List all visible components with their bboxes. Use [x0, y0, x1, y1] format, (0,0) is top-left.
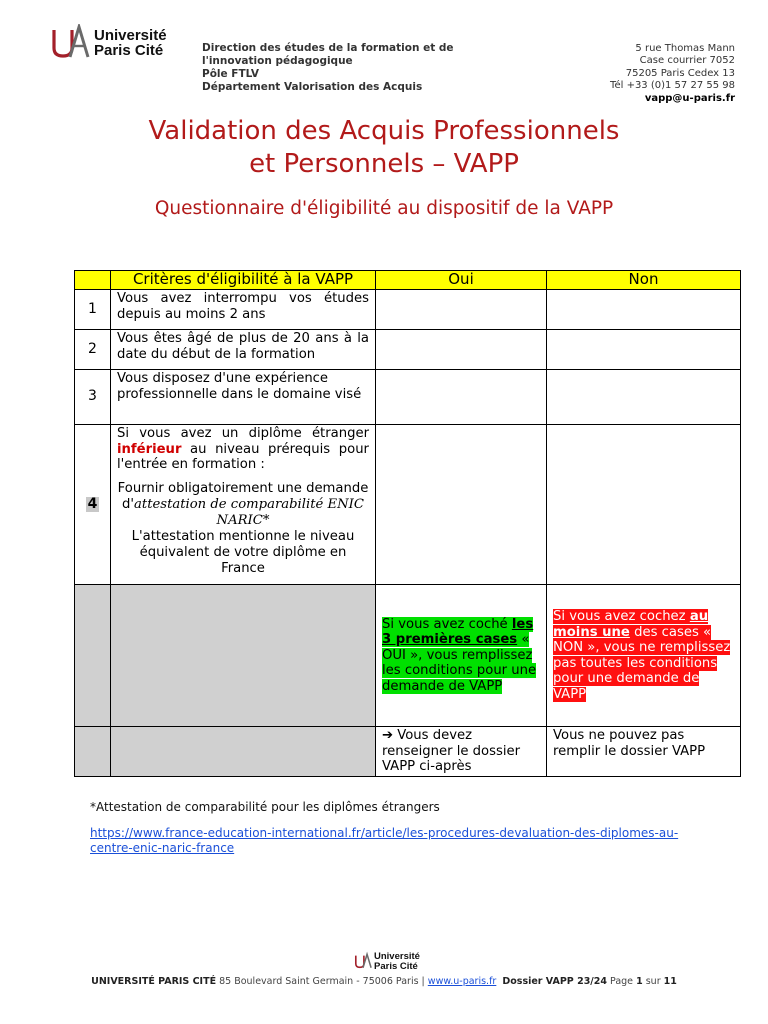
address-line: 5 rue Thomas Mann [635, 43, 735, 54]
oui-checkbox-cell[interactable] [376, 290, 547, 330]
criterion-text [117, 426, 369, 473]
department-line: Pôle FTLV [202, 68, 259, 80]
oui-checkbox-cell[interactable] [376, 425, 547, 585]
row-number: 1 [75, 290, 111, 330]
address-line: Tél +33 (0)1 57 27 55 98 [610, 80, 735, 92]
result-oui-cell [376, 585, 547, 727]
footer-logo-line2: Paris Cité [374, 961, 418, 972]
title-line1: Validation des Acquis Professionnels [148, 116, 620, 146]
department-block [202, 42, 472, 94]
table-header-cell: Non [547, 271, 741, 290]
non-checkbox-cell[interactable] [547, 290, 741, 330]
grey-cell [111, 585, 376, 727]
title-line2: et Personnels – VAPP [249, 149, 519, 179]
row-number: 3 [75, 370, 111, 425]
criterion-text: Vous êtes âgé de plus de 20 ans à la date du début de la formation [111, 330, 376, 370]
non-checkbox-cell[interactable] [547, 425, 741, 585]
grey-cell [111, 727, 376, 777]
action-oui: ➔ Vous devez renseigner le dossier VAPP ci-après [376, 727, 547, 777]
page-subtitle: Questionnaire d'éligibilité au dispositif de la VAPP [154, 198, 614, 219]
row-number: 4 [87, 495, 98, 512]
footer-logo [354, 948, 444, 974]
footer-logo-line1: Université [374, 951, 420, 962]
criterion-highlight: inférieur [117, 441, 182, 457]
criterion-text-part: Si vous avez un diplôme étranger [117, 426, 369, 441]
table-header-cell [75, 271, 111, 290]
grey-cell [75, 727, 111, 777]
attestation-text: L'attestation mentionne le niveau équivalent de votre diplôme en France [131, 528, 355, 576]
address-line: 75205 Paris Cedex 13 [625, 67, 735, 79]
logo-text-line2: Paris Cité [94, 42, 164, 59]
table-row [75, 330, 741, 370]
footer-address: 85 Boulevard Saint Germain - 75006 Paris | [219, 976, 425, 987]
result-oui-text: Si vous avez coché les 3 premières cases « OUI », vous remplissez les conditions pour une demande de VAPP [382, 616, 537, 694]
attestation-italic: attestation de comparabilité ENIC NARIC* [134, 496, 364, 528]
action-non: Vous ne pouvez pas remplir le dossier VAPP [547, 727, 741, 777]
footnote: *Attestation de comparabilité pour les diplômes étrangers [90, 800, 440, 814]
table-header-cell: Oui [376, 271, 547, 290]
department-line: Département Valorisation des Acquis [202, 81, 423, 93]
university-emblem-icon [50, 24, 90, 60]
criterion-text: Vous avez interrompu vos études depuis au moins 2 ans [111, 290, 376, 330]
department-line: l'innovation pédagogique [202, 55, 353, 67]
criterion-cell [111, 425, 376, 585]
grey-cell [75, 585, 111, 727]
non-checkbox-cell[interactable] [547, 330, 741, 370]
footer-dossier: Dossier VAPP 23/24 [502, 976, 607, 987]
eligibility-table [74, 270, 741, 777]
table-row [75, 425, 741, 585]
university-logo [50, 24, 190, 64]
oui-checkbox-cell[interactable] [376, 370, 547, 425]
table-row [75, 290, 741, 330]
table-header-row [75, 271, 741, 290]
footer-site-link[interactable]: www.u-paris.fr [427, 976, 497, 987]
page-title [0, 115, 768, 181]
contact-email[interactable]: vapp@u-paris.fr [644, 92, 735, 104]
logo-text-line1: Université [94, 27, 167, 44]
action-row [75, 727, 741, 777]
row-number-cell [75, 425, 111, 585]
footer-page-number: 1 [636, 976, 643, 987]
footer-page-total: 11 [663, 976, 677, 987]
footer-page-of: sur [645, 976, 661, 987]
attestation-text: Fournir obligatoirement une demande d' [117, 480, 369, 512]
result-row [75, 585, 741, 727]
row-number: 2 [75, 330, 111, 370]
oui-checkbox-cell[interactable] [376, 330, 547, 370]
table-row [75, 370, 741, 425]
enic-naric-link[interactable]: https://www.france-education-international.fr/article/les-procedures-devaluation-des-diplomes-au-centre-enic-naric-france [90, 826, 679, 855]
attestation-note [117, 481, 369, 577]
footer-page-word: Page [610, 976, 634, 987]
criterion-text: Vous disposez d'une expérience professionnelle dans le domaine visé [111, 370, 376, 425]
result-non-text: Si vous avez cochez au moins une des cases « NON », vous ne remplissez pas toutes les conditions pour une demande de VAPP [553, 609, 731, 702]
address-block [515, 43, 735, 105]
criterion-text-part: au niveau prérequis pour l'entrée en formation : [117, 441, 369, 472]
address-line: Case courrier 7052 [639, 55, 735, 67]
page-footer [0, 976, 768, 987]
university-emblem-icon [354, 950, 372, 972]
result-non-cell [547, 585, 741, 727]
table-header-cell: Critères d'éligibilité à la VAPP [111, 271, 376, 290]
non-checkbox-cell[interactable] [547, 370, 741, 425]
department-line: Direction des études de la formation et de [202, 42, 454, 54]
footer-org: UNIVERSITÉ PARIS CITÉ [91, 976, 217, 987]
